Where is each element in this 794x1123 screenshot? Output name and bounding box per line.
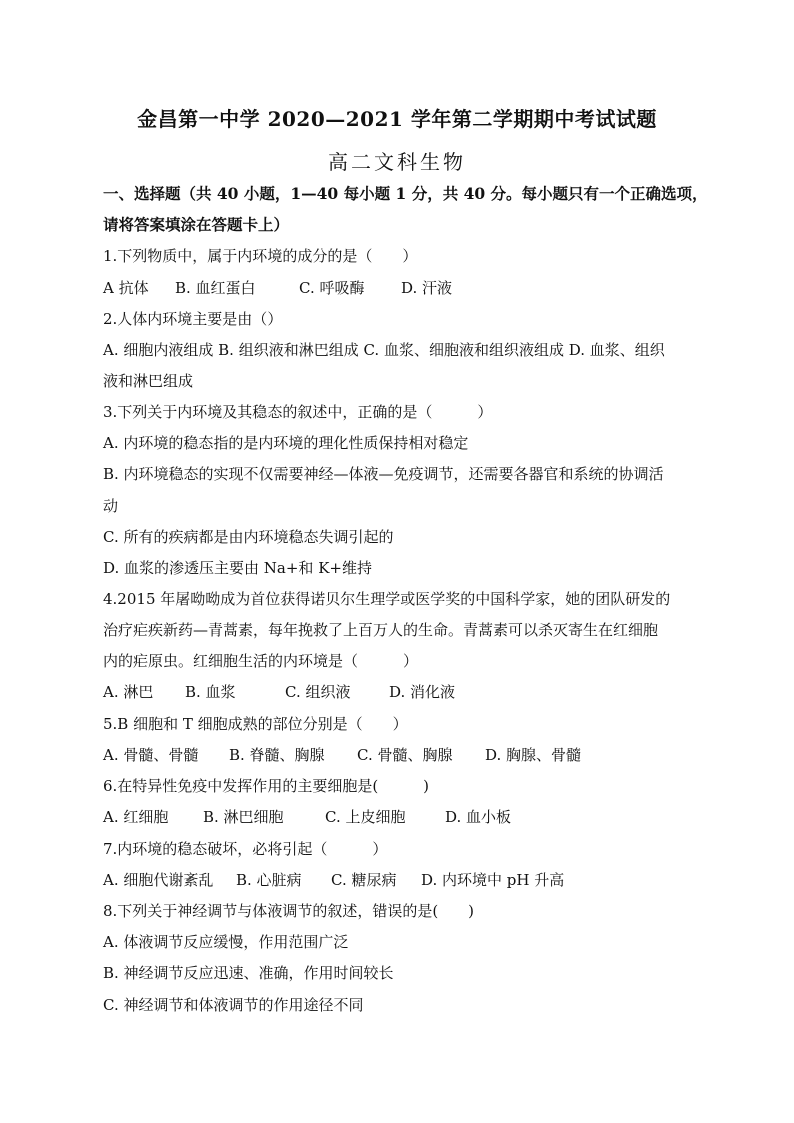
question-4-stem-line-2: 治疗疟疾新药—青蒿素，每年挽救了上百万人的生命。青蒿素可以杀灭寄生在红细胞	[103, 621, 659, 639]
option-b: B. 脊髓、胸腺	[229, 746, 325, 764]
option-d: D. 内环境中 pH 升高	[421, 871, 565, 889]
question-1-stem: 1.下列物质中，属于内环境的成分的是（ ）	[103, 247, 418, 265]
option-a: A. 淋巴	[103, 683, 154, 701]
question-3-option-c: C. 所有的疾病都是由内环境稳态失调引起的	[103, 528, 394, 546]
question-6-options	[103, 807, 703, 827]
option-d: D. 血小板	[445, 808, 512, 826]
option-b: B. 心脏病	[236, 871, 302, 889]
option-b: B. 血浆	[185, 683, 236, 701]
option-a: A. 细胞代谢紊乱	[103, 871, 214, 889]
option-c: C. 组织液	[285, 683, 351, 701]
question-3-stem: 3.下列关于内环境及其稳态的叙述中，正确的是（ ）	[103, 403, 493, 421]
option-d: D. 汗液	[401, 279, 453, 297]
question-4-stem-line-3: 内的疟原虫。红细胞生活的内环境是（ ）	[103, 652, 419, 670]
question-7-stem: 7.内环境的稳态破坏，必将引起（ ）	[103, 840, 388, 858]
section-heading-line-2: 请将答案填涂在答题卡上）	[103, 215, 290, 234]
question-3-option-b: B. 内环境稳态的实现不仅需要神经—体液—免疫调节，还需要各器官和系统的协调活	[103, 465, 664, 483]
question-8-option-b: B. 神经调节反应迅速、准确，作用时间较长	[103, 964, 394, 982]
option-d: D. 消化液	[389, 683, 456, 701]
question-1-options	[103, 278, 703, 298]
question-2-stem: 2.人体内环境主要是由（）	[103, 310, 283, 328]
option-b: B. 淋巴细胞	[203, 808, 284, 826]
option-c: C. 呼吸酶	[299, 279, 365, 297]
section-heading-line-1: 一、选择题（共 40 小题，1—40 每小题 1 分，共 40 分。每小题只有一个正确选项，	[103, 184, 708, 203]
option-c: C. 骨髓、胸腺	[357, 746, 453, 764]
question-7-options	[103, 870, 703, 890]
option-a: A. 骨髓、骨髓	[103, 746, 199, 764]
question-3-option-a: A. 内环境的稳态指的是内环境的理化性质保持相对稳定	[103, 434, 469, 452]
question-3-option-b-cont: 动	[103, 497, 119, 515]
option-c: C. 上皮细胞	[325, 808, 406, 826]
question-2-options-line-2: 液和淋巴组成	[103, 372, 194, 390]
exam-title: 金昌第一中学 2020—2021 学年第二学期期中考试试题	[137, 107, 657, 131]
question-4-options	[103, 682, 703, 702]
question-8-option-a: A. 体液调节反应缓慢，作用范围广泛	[103, 933, 349, 951]
exam-subtitle: 高二文科生物	[328, 150, 466, 174]
option-d: D. 胸腺、骨髓	[485, 746, 582, 764]
option-a: A. 红细胞	[103, 808, 169, 826]
option-c: C. 糖尿病	[331, 871, 397, 889]
question-6-stem: 6.在特异性免疫中发挥作用的主要细胞是( )	[103, 777, 430, 795]
question-5-options	[103, 745, 703, 765]
question-3-option-d: D. 血浆的渗透压主要由 Na+和 K+维持	[103, 559, 372, 577]
question-2-options-line-1: A. 细胞内液组成 B. 组织液和淋巴组成 C. 血浆、细胞液和组织液组成 D. 血浆、组织	[103, 341, 665, 359]
option-b: B. 血红蛋白	[175, 279, 256, 297]
question-4-stem-line-1: 4.2015 年屠呦呦成为首位获得诺贝尔生理学或医学奖的中国科学家，她的团队研发的	[103, 590, 671, 608]
question-8-option-c: C. 神经调节和体液调节的作用途径不同	[103, 996, 364, 1014]
question-8-stem: 8.下列关于神经调节与体液调节的叙述，错误的是( )	[103, 902, 475, 920]
question-5-stem: 5.B 细胞和 T 细胞成熟的部位分别是（ ）	[103, 715, 408, 733]
option-a: A 抗体	[103, 279, 149, 297]
